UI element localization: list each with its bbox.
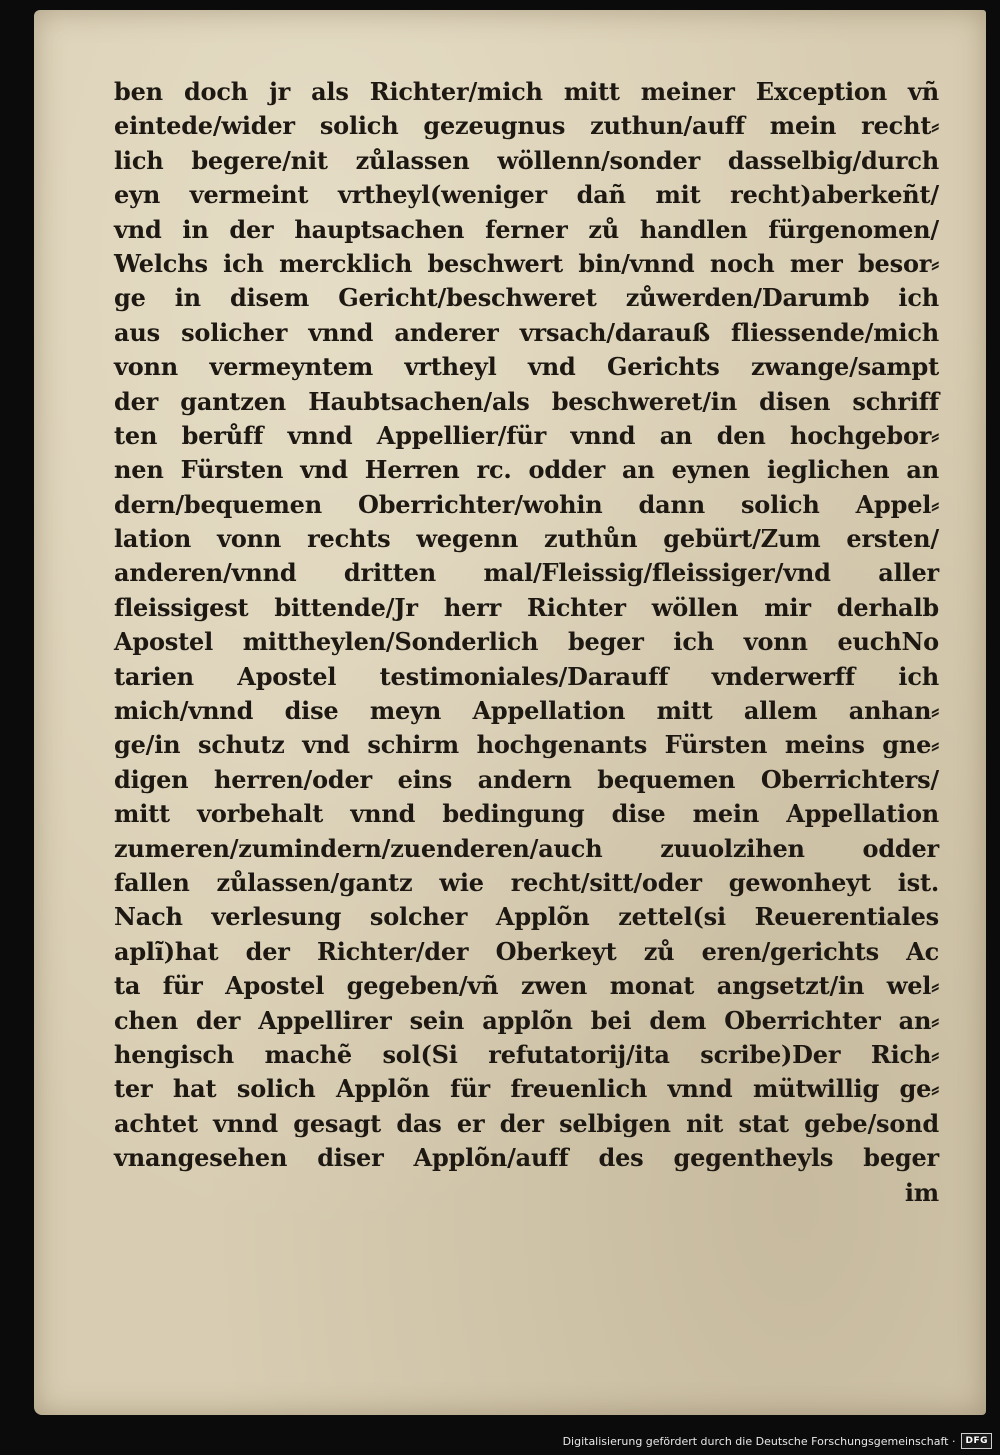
text-line: aus solicher vnnd anderer vrsach/darauß fliessende/mich <box>114 317 939 347</box>
text-line: vnd in der hauptsachen ferner zů handlen fürgenomen/ <box>114 214 939 244</box>
text-line: Apostel mittheylen/Sonderlich beger ich vonn euchNo <box>114 627 939 657</box>
text-line: fallen zůlassen/gantz wie recht/sitt/oder gewonheyt ist. <box>114 867 939 897</box>
text-line: Nach verlesung solcher Applõn zettel(si Reuerentiales <box>114 902 939 932</box>
text-line: mich/vnnd dise meyn Appellation mitt allem anhan⸗ <box>114 696 939 726</box>
text-line: ge in disem Gericht/beschweret zůwerden/Darumb ich <box>114 283 939 313</box>
text-line: lich begere/nit zůlassen wöllenn/sonder dasselbig/durch <box>114 145 939 175</box>
text-line: mitt vorbehalt vnnd bedingung dise mein Appellation <box>114 799 939 829</box>
dfg-logo-icon: DFG <box>961 1433 992 1449</box>
text-line: achtet vnnd gesagt das er der selbigen nit stat gebe/sond <box>114 1108 939 1138</box>
text-line: hengisch machẽ sol(Si refutatorij/ita scribe)Der Rich⸗ <box>114 1039 939 1069</box>
text-line: tarien Apostel testimoniales/Darauff vnderwerff ich <box>114 661 939 691</box>
text-line: dern/bequemen Oberrichter/wohin dann solich Appel⸗ <box>114 489 939 519</box>
funding-credit-text: Digitalisierung gefördert durch die Deutsche Forschungsgemeinschaft · <box>562 1434 956 1448</box>
page-text <box>114 75 939 1210</box>
text-line: ta für Apostel gegeben/vñ zwen monat angsetzt/in wel⸗ <box>114 971 939 1001</box>
text-line: nen Fürsten vnd Herren rc. odder an eynen ieglichen an <box>114 455 939 485</box>
text-line: ge/in schutz vnd schirm hochgenants Fürsten meins gne⸗ <box>114 730 939 760</box>
text-line: zumeren/zumindern/zuenderen/auch zuuolzihen odder <box>114 833 939 863</box>
text-line: eyn vermeint vrtheyl(weniger dañ mit recht)aberkeñt/ <box>114 180 939 210</box>
text-line: lation vonn rechts wegenn zuthůn gebürt/Zum ersten/ <box>114 524 939 554</box>
funding-credit <box>563 1431 992 1451</box>
text-line: Welchs ich mercklich beschwert bin/vnnd noch mer besor⸗ <box>114 248 939 278</box>
text-line: anderen/vnnd dritten mal/Fleissig/fleissiger/vnd aller <box>114 558 939 588</box>
text-line: ben doch jr als Richter/mich mitt meiner Exception vñ <box>114 77 939 106</box>
catchword: im <box>904 1177 939 1207</box>
text-line: aplĩ)hat der Richter/der Oberkeyt zů eren/gerichts Ac <box>114 936 939 966</box>
text-line: ter hat solich Applõn für freuenlich vnnd mütwillig ge⸗ <box>114 1074 939 1104</box>
text-line: chen der Appellirer sein applõn bei dem Oberrichter an⸗ <box>114 1005 939 1035</box>
text-line: vonn vermeyntem vrtheyl vnd Gerichts zwange/sampt <box>114 352 939 382</box>
text-line: vnangesehen diser Applõn/auff des gegentheyls beger <box>114 1143 939 1173</box>
text-line: der gantzen Haubtsachen/als beschweret/in disen schriff <box>114 386 939 416</box>
book-page <box>34 10 986 1415</box>
text-line: digen herren/oder eins andern bequemen Oberrichters/ <box>114 764 939 794</box>
text-line: eintede/wider solich gezeugnus zuthun/auff mein recht⸗ <box>114 111 939 141</box>
text-line: ten berůff vnnd Appellier/für vnnd an den hochgebor⸗ <box>114 420 939 450</box>
text-line: fleissigest bittende/Jr herr Richter wöllen mir derhalb <box>114 592 939 622</box>
